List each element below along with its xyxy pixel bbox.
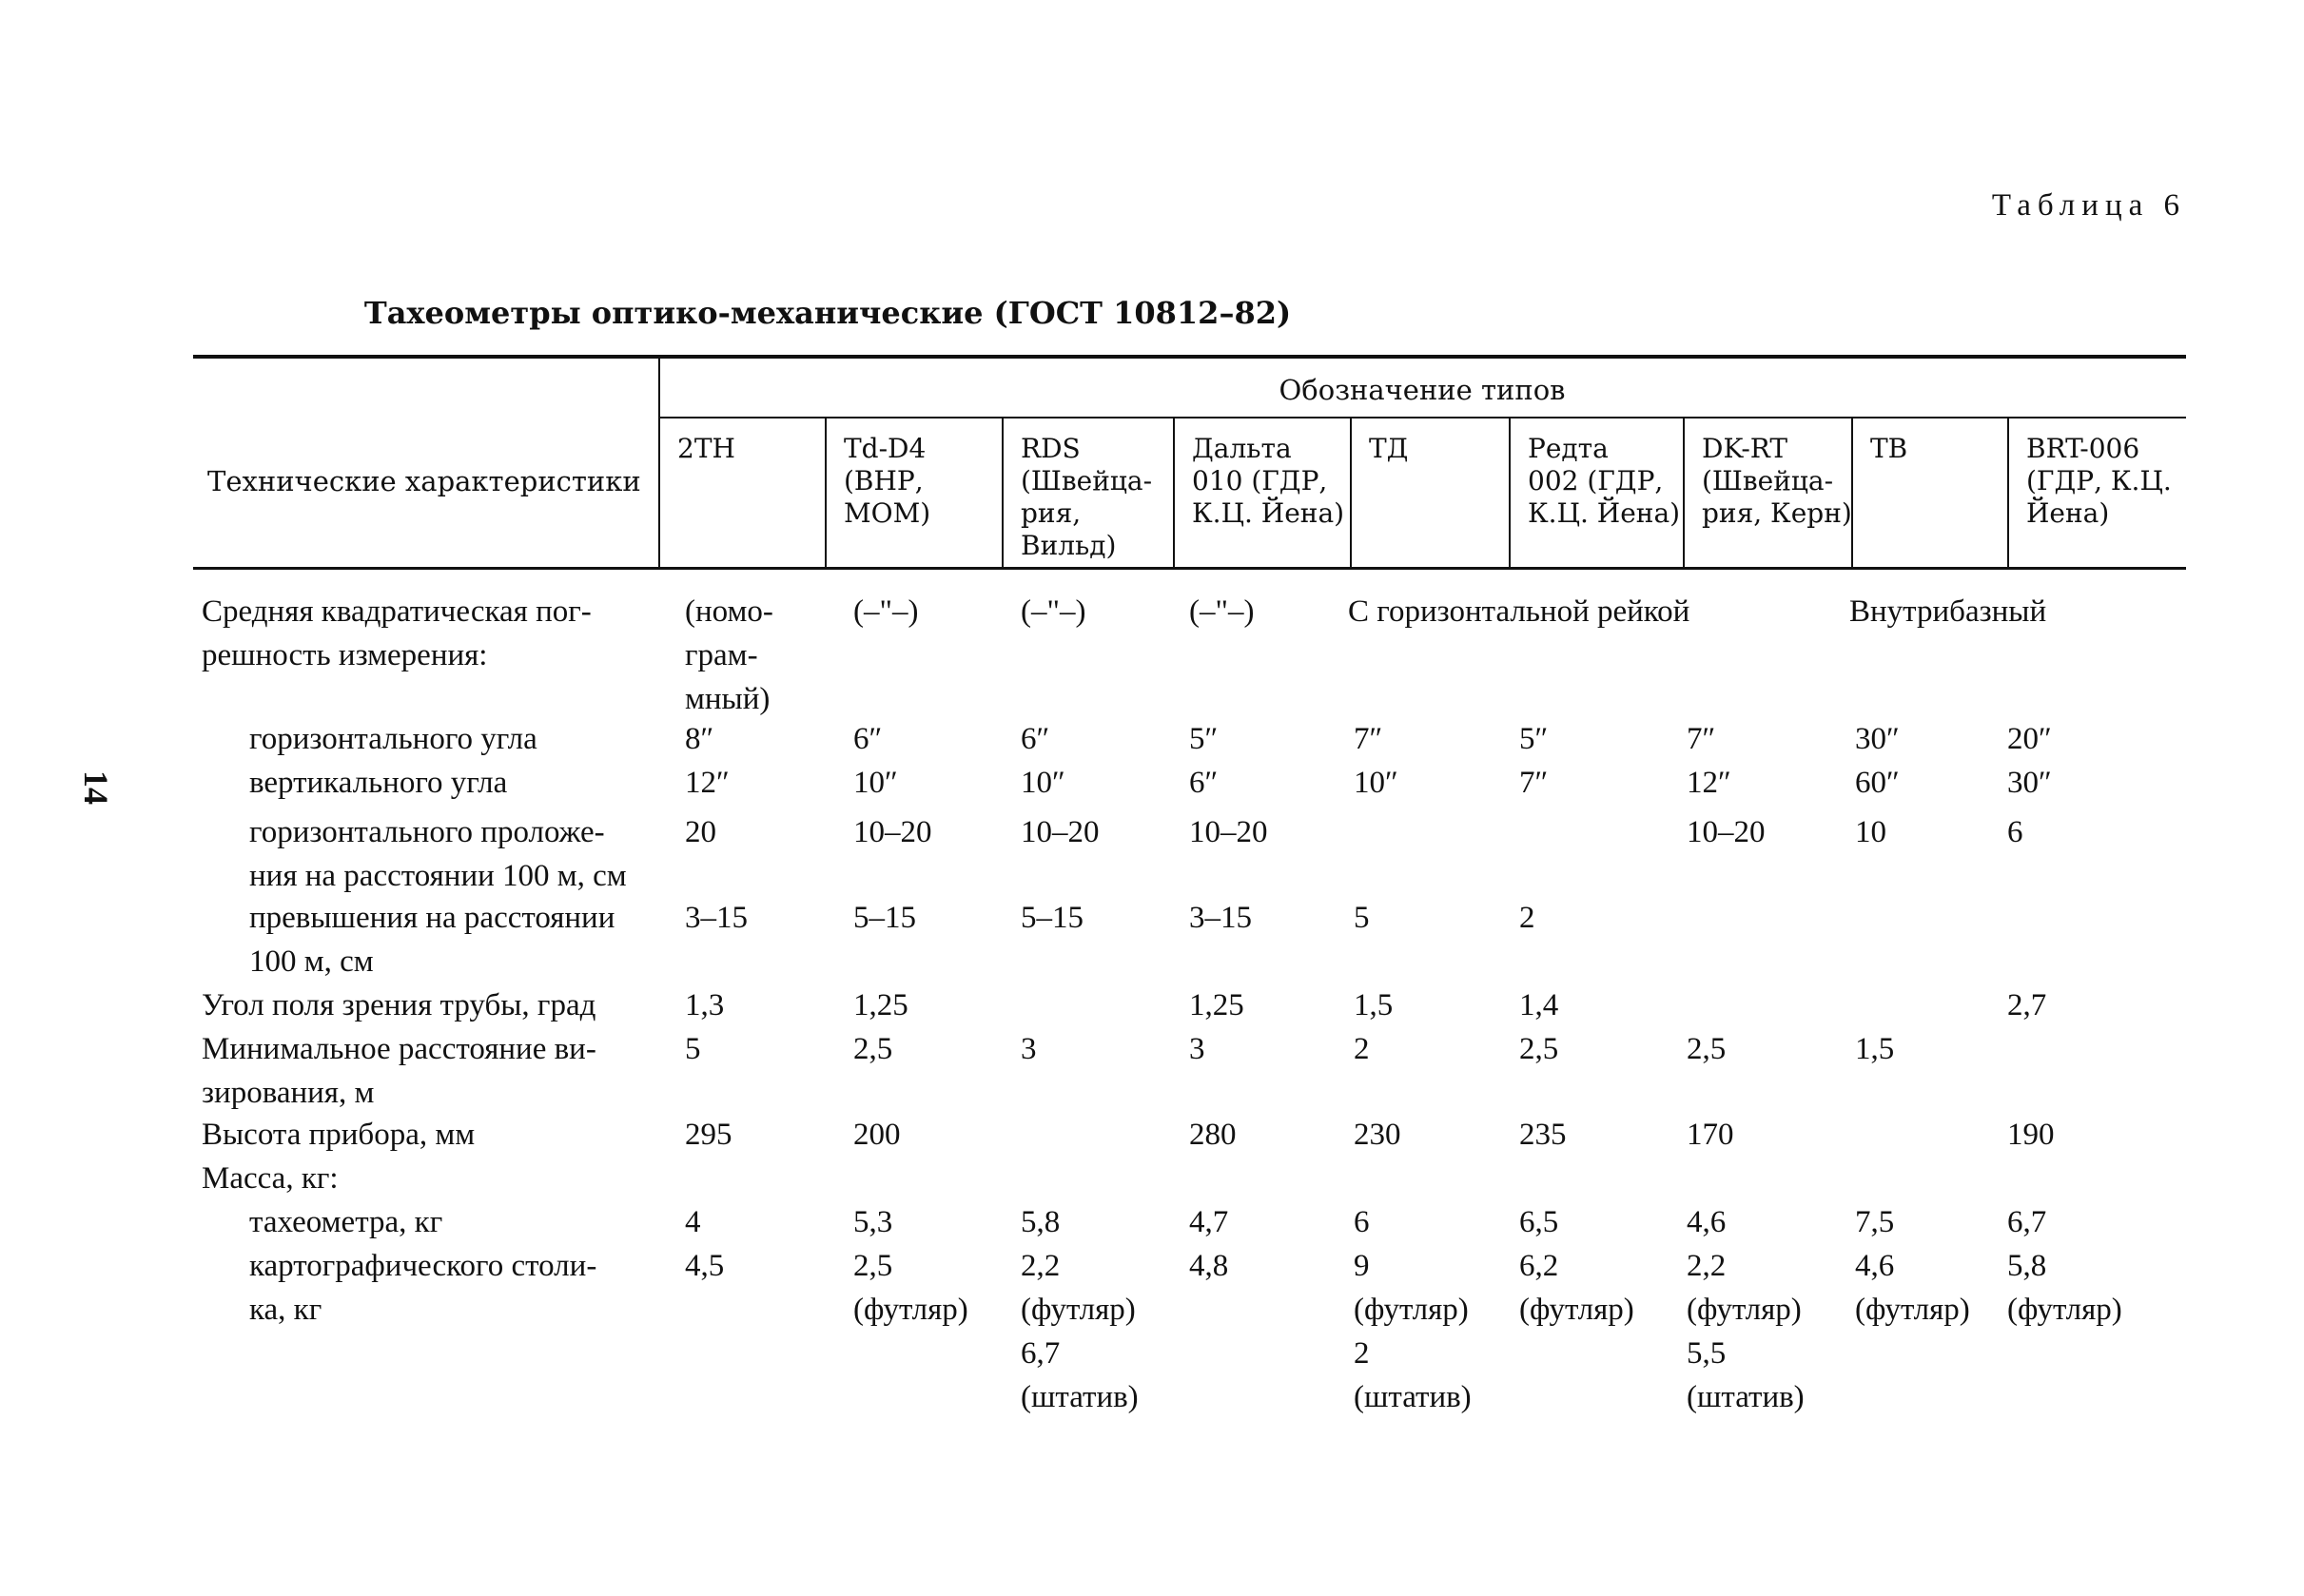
page-number: 14 [77,770,115,805]
table-cell: 20″ [2007,722,2052,756]
row-label: Масса, кг: [202,1161,339,1196]
table-cell: 6,2 [1519,1249,1559,1283]
table-cell: 2,2 [1687,1249,1727,1283]
header-bottom-rule [193,567,2186,570]
column-header: (Швейца- [1702,465,1834,496]
table-cell: 2 [1354,1336,1370,1371]
table-cell: 2,5 [853,1249,893,1283]
table-cell: 6 [1354,1205,1370,1239]
table-cell: (футляр) [853,1293,968,1327]
table-cell: 5″ [1519,722,1549,756]
header-column-divider [1350,418,1352,569]
table-cell: (футляр) [2007,1293,2122,1327]
row-label: решность измерения: [202,638,488,672]
table-cell: (–"–) [1189,594,1255,629]
table-cell: 7″ [1687,722,1716,756]
row-label: Средняя квадратическая пог- [202,594,592,629]
table-cell: 4,6 [1687,1205,1727,1239]
table-cell: 5–15 [1021,901,1084,935]
table-cell: 5,5 [1687,1336,1727,1371]
table-cell: 170 [1687,1118,1734,1152]
table-cell: грам- [685,638,758,672]
table-cell: (штатив) [1354,1380,1472,1414]
table-cell: (штатив) [1687,1380,1805,1414]
table-cell: (–"–) [853,594,919,629]
table-cell: 280 [1189,1118,1237,1152]
table-cell: 5–15 [853,901,916,935]
table-cell: (футляр) [1021,1293,1136,1327]
column-header: Редта [1528,433,1609,464]
table-cell: 235 [1519,1118,1567,1152]
row-label: 100 м, см [249,944,374,979]
table-cell: 10–20 [1189,815,1268,849]
table-cell: 5 [685,1032,701,1066]
table-cell: 30″ [2007,766,2052,800]
table-cell: 10–20 [1021,815,1100,849]
table-cell: 30″ [1855,722,1900,756]
column-header: рия, Керн) [1702,497,1852,529]
row-label: вертикального угла [249,766,508,800]
types-rule [658,417,2186,418]
table-cell: 4,6 [1855,1249,1895,1283]
table-cell: 6,5 [1519,1205,1559,1239]
table-cell: 10 [1855,815,1886,849]
row-label: ка, кг [249,1293,322,1327]
table-cell: 10–20 [853,815,932,849]
table-cell: 10″ [1354,766,1398,800]
table-cell: 10″ [853,766,898,800]
table-cell: 60″ [1855,766,1900,800]
table-cell: 3–15 [1189,901,1252,935]
row-label: Минимальное расстояние ви- [202,1032,596,1066]
spanning-cell: Внутрибазный [1849,594,2047,629]
table-cell: 2,5 [853,1032,893,1066]
column-header: Дальта [1192,433,1292,464]
table-cell: 1,5 [1354,988,1394,1022]
table-cell: (номо- [685,594,773,629]
table-cell: 2,2 [1021,1249,1061,1283]
column-header: 002 (ГДР, [1528,465,1664,496]
table-cell: 5,3 [853,1205,893,1239]
column-header: BRT-006 [2026,433,2140,464]
column-header: 2ТН [677,433,735,464]
header-column-divider [1851,418,1853,569]
column-header: (ГДР, К.Ц. [2026,465,2172,496]
table-cell: (футляр) [1687,1293,1802,1327]
table-cell: (–"–) [1021,594,1086,629]
table-cell: 4,7 [1189,1205,1229,1239]
column-header: Td-D4 [844,433,927,464]
row-label: тахеометра, кг [249,1205,443,1239]
row-label: горизонтального проложе- [249,815,605,849]
row-label: картографического столи- [249,1249,597,1283]
header-column-divider [1173,418,1175,569]
spanning-cell: С горизонтальной рейкой [1348,594,1690,629]
table-cell: 1,5 [1855,1032,1895,1066]
column-header: Вильд) [1021,530,1117,561]
row-label: Угол поля зрения трубы, град [202,988,596,1022]
table-number-label: Таблица 6 [1991,188,2186,223]
table-cell: 8″ [685,722,714,756]
table-cell: 5″ [1189,722,1219,756]
table-cell: 4,5 [685,1249,725,1283]
table-cell: 5 [1354,901,1370,935]
table-cell: 4 [685,1205,701,1239]
column-header: рия, [1021,497,1082,529]
header-column-divider [1002,418,1004,569]
table-cell: 1,25 [853,988,908,1022]
table-cell: 1,25 [1189,988,1244,1022]
table-cell: 5,8 [1021,1205,1061,1239]
row-label: ния на расстоянии 100 м, см [249,859,627,893]
table-cell: 6″ [853,722,883,756]
table-cell: 12″ [685,766,730,800]
table-cell: 230 [1354,1118,1401,1152]
table-cell: (футляр) [1855,1293,1970,1327]
table-cell: мный) [685,682,771,716]
column-header: (Швейца- [1021,465,1153,496]
row-label: Высота прибора, мм [202,1118,476,1152]
column-header: К.Ц. Йена) [1192,497,1345,529]
row-label: превышения на расстоянии [249,901,615,935]
table-cell: 2 [1354,1032,1370,1066]
table-cell: 6″ [1189,766,1219,800]
table-cell: 3 [1021,1032,1037,1066]
table-cell: 10″ [1021,766,1065,800]
header-column-divider [1683,418,1685,569]
table-cell: 6″ [1021,722,1050,756]
column-header: ТД [1369,433,1409,464]
table-cell: 7,5 [1855,1205,1895,1239]
table-cell: 2,7 [2007,988,2047,1022]
table-cell: 200 [853,1118,901,1152]
table-cell: 10–20 [1687,815,1766,849]
table-cell: 3–15 [685,901,748,935]
column-header: К.Ц. Йена) [1528,497,1681,529]
column-header: DK-RT [1702,433,1788,464]
table-cell: 7″ [1519,766,1549,800]
column-header: МОМ) [844,497,931,529]
table-cell: 3 [1189,1032,1205,1066]
table-cell: 9 [1354,1249,1370,1283]
header-column-divider [2007,418,2009,569]
table-cell: 12″ [1687,766,1731,800]
table-cell: 2 [1519,901,1535,935]
header-column-divider [1509,418,1511,569]
table-cell: 4,8 [1189,1249,1229,1283]
table-cell: 2,5 [1519,1032,1559,1066]
header-characteristics: Технические характеристики [207,465,641,497]
header-column-divider [825,418,827,569]
table-cell: 6,7 [1021,1336,1061,1371]
table-cell: (штатив) [1021,1380,1139,1414]
table-cell: 6 [2007,815,2023,849]
table-cell: 1,3 [685,988,725,1022]
header-types-group: Обозначение типов [1279,374,1566,406]
table-cell: 5,8 [2007,1249,2047,1283]
table-cell: (футляр) [1354,1293,1469,1327]
table-cell: 1,4 [1519,988,1559,1022]
table-cell: 295 [685,1118,732,1152]
table-cell: 6,7 [2007,1205,2047,1239]
table-cell: 2,5 [1687,1032,1727,1066]
column-header: Йена) [2026,497,2110,529]
top-rule [193,355,2186,359]
column-header: ТВ [1870,433,1908,464]
row-label: зирования, м [202,1076,375,1110]
table-title: Тахеометры оптико-механические (ГОСТ 10812–82) [363,295,1292,331]
table-cell: 20 [685,815,716,849]
table-cell: 190 [2007,1118,2055,1152]
column-header: RDS [1021,433,1081,464]
column-header: 010 (ГДР, [1192,465,1328,496]
row-label: горизонтального угла [249,722,537,756]
column-header: (ВНР, [844,465,924,496]
table-cell: 7″ [1354,722,1383,756]
table-cell: (футляр) [1519,1293,1634,1327]
